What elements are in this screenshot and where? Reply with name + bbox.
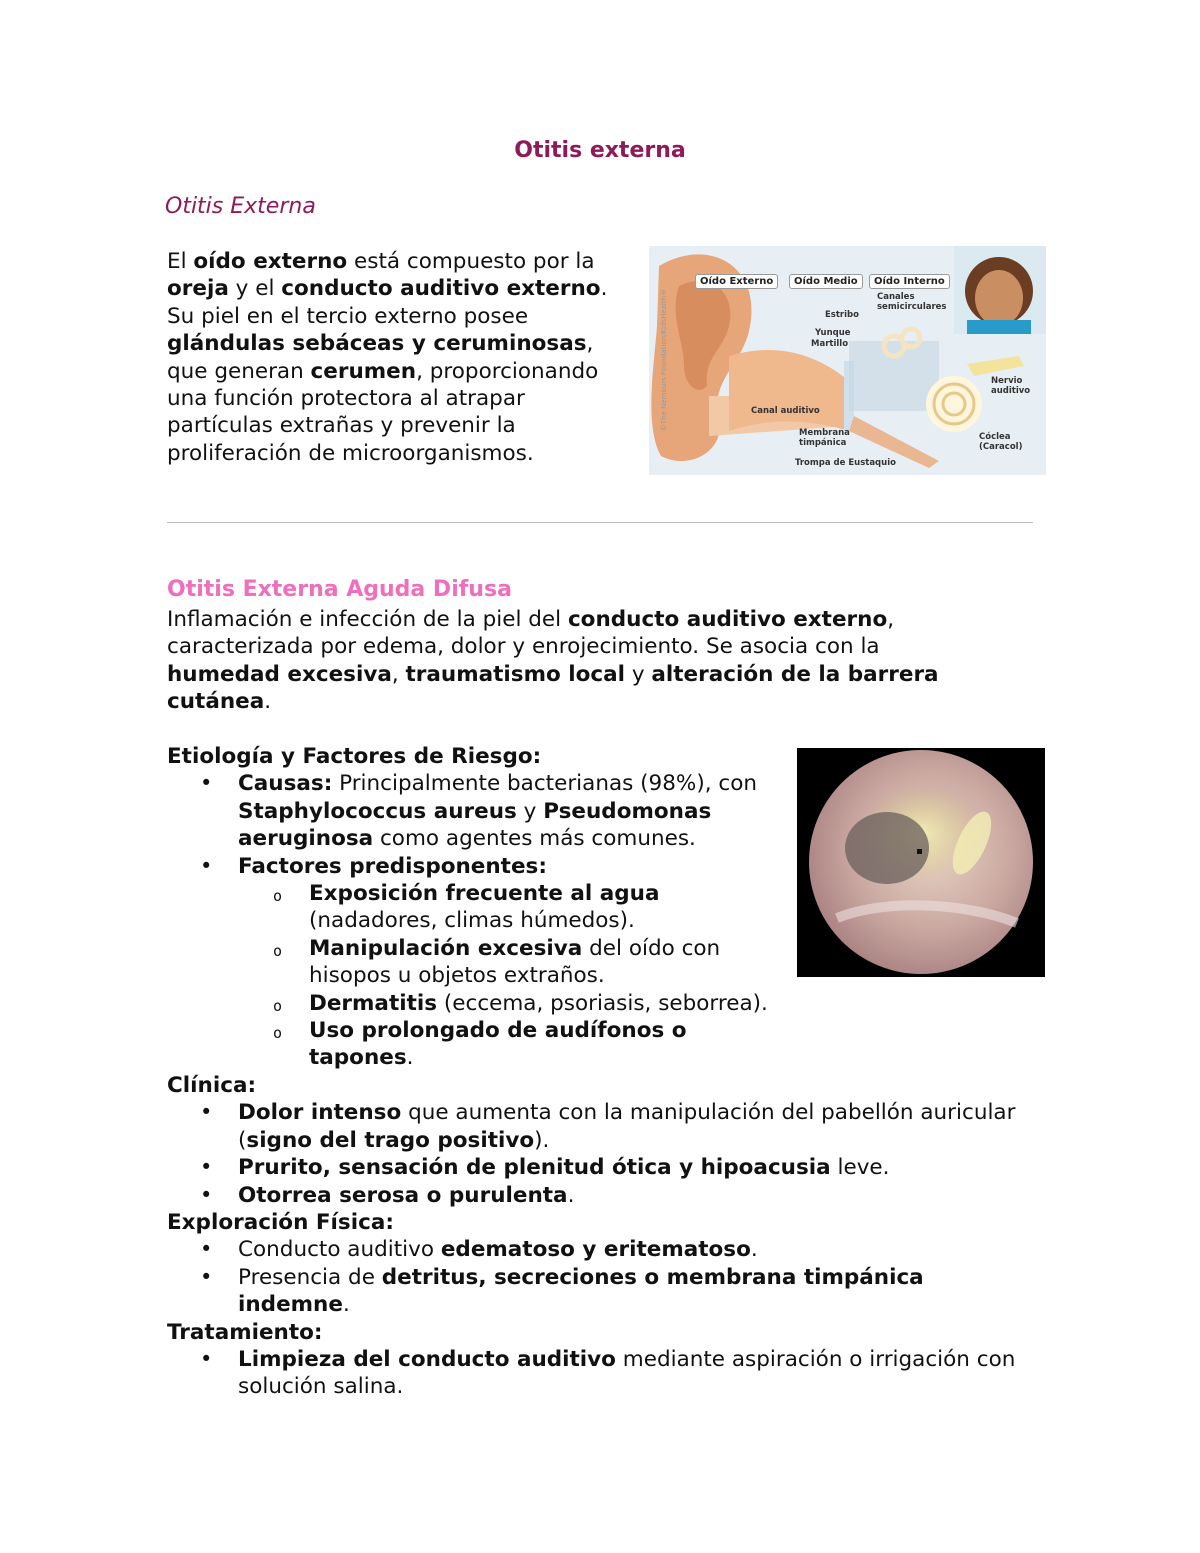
list-item: • Prurito, sensación de plenitud ótica y hipoacusia leve. bbox=[238, 1154, 1017, 1181]
subtitle: Otitis Externa bbox=[165, 194, 316, 219]
list-item: o Uso prolongado de audífonos o tapones. bbox=[309, 1017, 798, 1072]
label-membrana: Membrana timpánica bbox=[799, 428, 850, 448]
list-item: • Presencia de detritus, secreciones o membrana timpánica indemne. bbox=[238, 1264, 1017, 1319]
list-item: o Exposición frecuente al agua (nadadores, climas húmedos). bbox=[309, 880, 789, 935]
label-oido-externo: Oído Externo bbox=[695, 274, 778, 289]
definition-paragraph: Inflamación e infección de la piel del conducto auditivo externo, caracterizada por edema, dolor y enrojecimiento. Se asocia con la humedad excesiva, traumatismo local y alteración de la barrera cutánea. bbox=[167, 607, 939, 715]
clinica-heading: Clínica: bbox=[167, 1072, 257, 1098]
etiologia-list bbox=[167, 770, 798, 1071]
label-nervio: Nervio auditivo bbox=[991, 376, 1031, 396]
list-item: o Dermatitis (eccema, psoriasis, seborrea). bbox=[309, 990, 798, 1017]
page-title: Otitis externa bbox=[514, 138, 686, 163]
list-item: o Manipulación excesiva del oído con hisopos u objetos extraños. bbox=[309, 935, 789, 990]
list-item: • Limpieza del conducto auditivo mediante aspiración o irrigación con solución salina. bbox=[238, 1346, 1017, 1401]
list-item: • Otorrea serosa o purulenta. bbox=[238, 1182, 1017, 1209]
list-item: • Causas: Principalmente bacterianas (98%), con Staphylococcus aureus y Pseudomonas aeruginosa como agentes más comunes. bbox=[238, 770, 798, 852]
etiologia-heading: Etiología y Factores de Riesgo: bbox=[167, 744, 542, 769]
label-oido-medio: Oído Medio bbox=[789, 274, 863, 289]
list-item: • Conducto auditivo edematoso y eritematoso. bbox=[238, 1236, 1017, 1263]
label-martillo: Martillo bbox=[811, 339, 849, 349]
tratamiento-heading: Tratamiento: bbox=[167, 1319, 323, 1345]
label-trompa: Trompa de Eustaquio bbox=[795, 458, 896, 468]
label-oido-interno: Oído Interno bbox=[869, 274, 950, 289]
exploracion-heading: Exploración Física: bbox=[167, 1209, 394, 1235]
label-yunque: Yunque bbox=[815, 328, 851, 338]
factores-list bbox=[238, 880, 798, 1072]
section-divider bbox=[167, 522, 1033, 523]
label-canal: Canal auditivo bbox=[751, 406, 820, 416]
label-estribo: Estribo bbox=[825, 310, 859, 320]
list-item: • Dolor intenso que aumenta con la manipulación del pabellón auricular (signo del trago positivo). bbox=[238, 1099, 1017, 1154]
ear-anatomy-figure bbox=[649, 246, 1046, 475]
clinica-list bbox=[167, 1099, 1017, 1209]
main-content bbox=[167, 743, 1017, 1401]
list-item: • Factores predisponentes: o Exposición frecuente al agua (nadadores, climas húmedos). o Manipulación excesiva del oído con hisopos u objetos extraños. o Dermatitis (eccema, psoriasis, seborrea). o Uso prolongado de audífonos o tapones. bbox=[238, 853, 798, 1072]
label-coclea: Cóclea (Caracol) bbox=[979, 432, 1023, 452]
label-canales: Canales semicirculares bbox=[877, 292, 947, 312]
exploracion-list bbox=[167, 1236, 1017, 1318]
section-heading: Otitis Externa Aguda Difusa bbox=[167, 577, 512, 602]
intro-paragraph: El oído externo está compuesto por la oreja y el conducto auditivo externo. Su piel en el tercio externo posee glándulas sebáceas y ceruminosas, que generan cerumen, proporcionando una función protectora al atrapar partículas extrañas y prevenir la proliferación de microorganismos. bbox=[167, 249, 608, 466]
tratamiento-list bbox=[167, 1346, 1017, 1401]
figure-credit: ©The Nemours Foundation/KidsHealth® bbox=[660, 288, 669, 432]
